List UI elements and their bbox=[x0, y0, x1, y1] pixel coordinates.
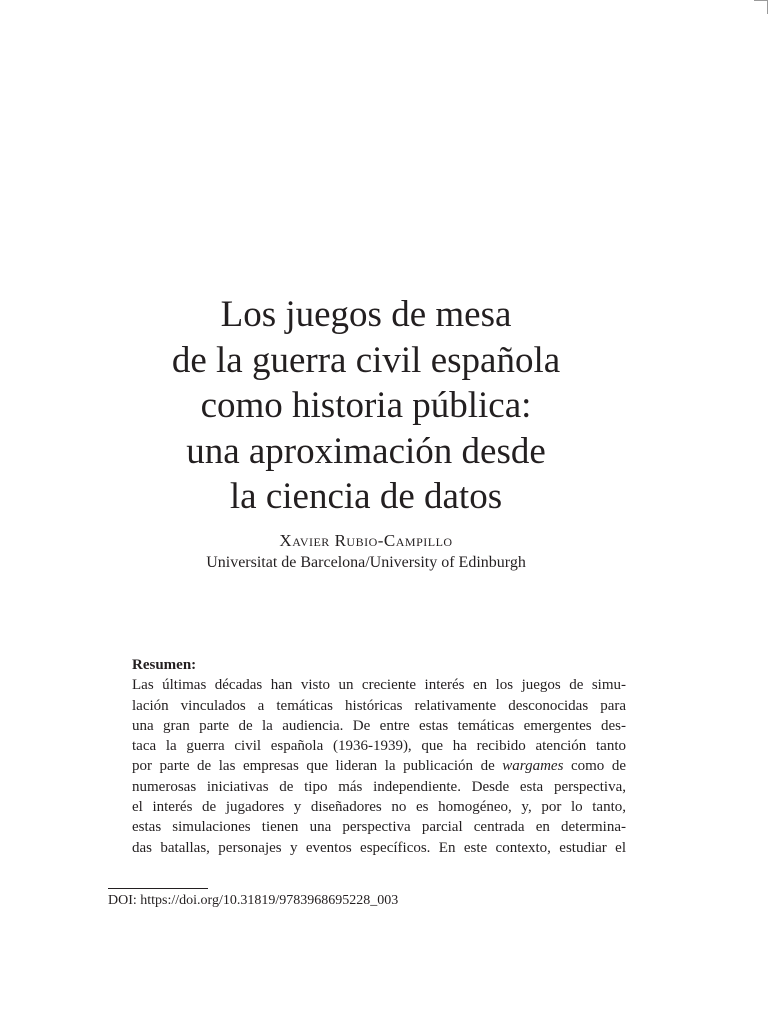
abstract-line: das batallas, personajes y eventos específicos. En este contexto, estudiar el bbox=[132, 839, 626, 856]
author-name: Xavier Rubio-Campillo bbox=[279, 531, 453, 550]
title-line: de la guerra civil española bbox=[171, 339, 561, 381]
abstract-italic-term: wargames bbox=[502, 758, 564, 775]
abstract-line: una gran parte de la audiencia. De entre estas temáticas emergentes des- bbox=[132, 717, 626, 734]
abstract-heading: Resumen: bbox=[132, 657, 197, 673]
abstract-text: por parte de las empresas que lideran la publicación de bbox=[132, 758, 503, 775]
abstract-text: como de bbox=[563, 758, 626, 775]
crop-mark bbox=[754, 0, 768, 14]
abstract-line: lación vinculados a temáticas históricas relativamente desconocidas para bbox=[132, 697, 626, 714]
abstract-line: numerosas iniciativas de tipo más independiente. Desde esta perspectiva, bbox=[132, 778, 626, 795]
title-line: una aproximación desde bbox=[186, 430, 546, 472]
author-affiliation: Universitat de Barcelona/University of Edinburgh bbox=[206, 554, 526, 571]
abstract-line: taca la guerra civil española (1936-1939), que ha recibido atención tanto bbox=[132, 738, 626, 755]
title-line: la ciencia de datos bbox=[229, 476, 503, 517]
abstract bbox=[132, 655, 626, 858]
doi-footnote: DOI: https://doi.org/10.31819/9783968695228_003 bbox=[108, 893, 399, 908]
abstract-line bbox=[132, 756, 626, 776]
title-line: como historia pública: bbox=[200, 385, 532, 426]
article-title bbox=[0, 292, 732, 520]
title-line: Los juegos de mesa bbox=[220, 294, 512, 335]
abstract-line: Las últimas décadas han visto un creciente interés en los juegos de simu- bbox=[132, 677, 626, 694]
footnote-rule bbox=[108, 888, 208, 889]
abstract-line: estas simulaciones tienen una perspectiva parcial centrada en determina- bbox=[132, 819, 626, 836]
abstract-line: el interés de jugadores y diseñadores no es homogéneo, y, por lo tanto, bbox=[132, 799, 626, 816]
